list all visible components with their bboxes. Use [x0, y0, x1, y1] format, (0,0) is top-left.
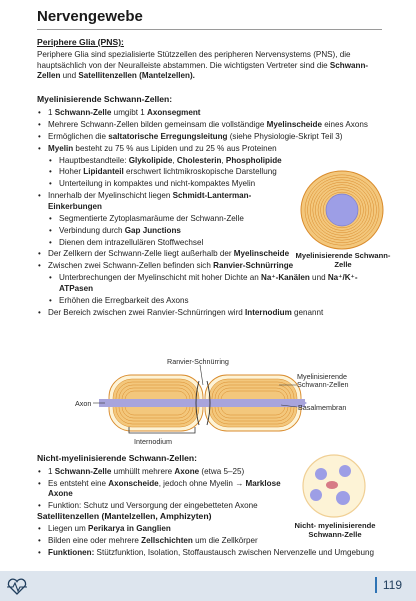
bullet-item — [37, 536, 382, 547]
bullet-item — [37, 191, 302, 212]
sub-bullet-item — [48, 156, 302, 167]
sub-bullet-item — [48, 167, 302, 178]
emphasis-text: Schwann-Zelle — [54, 467, 112, 476]
myelinated-cell-figure — [299, 170, 385, 252]
body-text: eines Axons — [322, 119, 368, 129]
body-text: Der Bereich zwischen zwei Ranvier-Schnürringen wird — [48, 307, 246, 317]
nonmyel-figure-caption: Nicht- myelinisierende Schwann-Zelle — [294, 521, 376, 540]
body-text: und — [309, 273, 328, 283]
body-text: 1 — [48, 108, 55, 117]
emphasis-text: Schwann-Zellen — [37, 60, 369, 81]
sub-bullet-item — [48, 273, 382, 294]
emphasis-text: Phospholipide — [225, 155, 282, 165]
bullet-item — [37, 308, 382, 319]
body-text: Hauptbestandteile: — [59, 155, 129, 165]
emphasis-text: Myelinscheide — [233, 249, 290, 259]
body-text: Erhöhen die Erregbarkeit des Axons — [59, 295, 189, 305]
body-text: , — [172, 155, 177, 165]
nonmyel-list — [37, 467, 287, 513]
emphasis-text: Axonsegment — [146, 108, 201, 117]
bullet-item — [37, 132, 382, 143]
embedded-axon — [336, 491, 350, 505]
embedded-axon — [315, 468, 327, 480]
body-text: Periphere Glia sind spezialisierte Stützzellen des peripheren Nervensystems (PNS), die hauptsächlich von der Neuralleiste abstammen. Die wichtigsten Vertreter sind die — [37, 50, 351, 70]
body-text: 1 — [48, 467, 55, 476]
embedded-axon — [310, 489, 322, 501]
body-text: erschwert lichtmikroskopische Darstellung — [123, 167, 277, 177]
bullet-item — [37, 467, 287, 478]
sub-bullet-item — [48, 296, 382, 307]
emphasis-text: Gap Junctions — [124, 225, 181, 235]
satellite-list — [37, 524, 382, 560]
label-internodium: Internodium — [134, 437, 172, 446]
heading-nicht-myelinisierende: Nicht-myelinisierende Schwann-Zellen: — [37, 453, 197, 463]
sub-bullet-item — [48, 238, 302, 249]
title-divider — [37, 29, 382, 30]
body-text: Ermöglichen die — [48, 131, 109, 141]
sub-bullet-item — [48, 214, 302, 225]
emphasis-text: → Marklose Axone — [48, 478, 281, 499]
body-text: Der Zellkern der Schwann-Zelle liegt außerhalb der — [48, 249, 234, 259]
emphasis-text: Internodium — [245, 307, 292, 317]
bullet-item — [37, 548, 382, 559]
emphasis-text: Myelin — [48, 143, 74, 153]
label-axon: Axon — [75, 399, 92, 408]
axon-band — [99, 399, 305, 407]
emphasis-text: Zellschichten — [141, 535, 193, 545]
periphere-intro — [37, 50, 382, 82]
heading-satellitenzellen: Satellitenzellen (Mantelzellen, Amphizyten) — [37, 511, 212, 521]
heading-periphere-glia: Periphere Glia (PNS): — [37, 37, 124, 47]
embedded-axon — [339, 465, 351, 477]
heart-pulse-icon — [6, 578, 28, 596]
body-text: Liegen um — [48, 524, 89, 533]
emphasis-text: Satellitenzellen (Mantelzellen). — [78, 71, 195, 81]
emphasis-text: Na⁺/K⁺-ATPasen — [59, 273, 358, 293]
body-text: Unterteilung in kompaktes und nicht-kompaktes Myelin — [59, 179, 256, 189]
body-text: Es entsteht eine — [48, 478, 109, 488]
nonmyelinated-cell-figure — [297, 452, 371, 520]
page-footer — [0, 571, 416, 601]
emphasis-text: Schwann-Zelle — [54, 108, 112, 117]
page-number: 119 — [375, 577, 402, 593]
emphasis-text: Na⁺-Kanälen — [261, 273, 310, 283]
body-text: und — [60, 71, 79, 81]
body-text: Hoher — [59, 167, 84, 177]
body-text: Verbindung durch — [59, 225, 125, 235]
emphasis-text: Lipidanteil — [83, 167, 124, 177]
emphasis-text: Axonscheide — [108, 478, 159, 488]
body-text: Segmentierte Zytoplasmaräume der Schwann-Zelle — [59, 213, 244, 223]
ranvier-node-figure — [75, 355, 385, 447]
emphasis-text: Schmidt-Lanterman-Einkerbungen — [48, 191, 252, 211]
emphasis-text: Perikarya in Ganglien — [88, 524, 171, 533]
heading-myelinisierende: Myelinisierende Schwann-Zellen: — [37, 94, 173, 104]
label-myel-2: Schwann-Zellen — [297, 380, 349, 389]
body-text: Funktion: Schutz und Versorgung der eingebetteten Axone — [48, 501, 258, 511]
body-text: umhüllt mehrere — [111, 467, 175, 476]
sub-bullet-item — [48, 226, 302, 237]
bullet-item — [37, 144, 382, 155]
label-myel-1: Myelinisierende — [297, 372, 347, 381]
bullet-item — [37, 108, 382, 119]
emphasis-text: Glykolipide — [128, 155, 173, 165]
body-text: , jedoch ohne Myelin — [158, 478, 236, 488]
body-text: besteht zu 75 % aus Lipiden und zu 25 % aus Proteinen — [73, 143, 277, 153]
body-text: , — [221, 155, 226, 165]
emphasis-text: Ranvier-Schnürringe — [213, 261, 294, 271]
emphasis-text: saltatorische Erregungsleitung — [108, 131, 228, 141]
body-text: umgibt 1 — [111, 108, 147, 117]
body-text: Mehrere Schwann-Zellen bilden gemeinsam die vollständige — [48, 119, 267, 129]
body-text: Zwischen zwei Schwann-Zellen befinden sich — [48, 261, 214, 271]
body-text: um die Zellkörper — [192, 535, 258, 545]
bullet-item — [37, 524, 382, 535]
myel-figure-caption: Myelinisierende Schwann-Zelle — [295, 251, 391, 270]
axon-cross-section — [326, 194, 358, 226]
body-text: genannt — [291, 307, 324, 317]
bullet-item — [37, 249, 302, 260]
emphasis-text: Axone — [174, 467, 200, 476]
body-text: Innerhalb der Myelinschicht liegen — [48, 191, 173, 201]
bullet-item — [37, 479, 287, 500]
schwann-nucleus — [326, 481, 338, 489]
body-text: (etwa 5–25) — [199, 467, 245, 476]
body-text: Bilden eine oder mehrere — [48, 535, 142, 545]
emphasis-text: Myelinscheide — [266, 119, 322, 129]
label-ranvier: Ranvier-Schnürring — [167, 357, 229, 366]
emphasis-text: Funktionen: — [48, 547, 95, 557]
body-text: Unterbrechungen der Myelinschicht mit hoher Dichte an — [59, 273, 261, 283]
emphasis-text: Cholesterin — [176, 155, 222, 165]
sub-bullet-item — [48, 179, 302, 190]
body-text: Stützfunktion, Isolation, Stoffaustausch zwischen Nervenzelle und Umgebung — [94, 547, 375, 557]
label-basalmembran: Basalmembran — [298, 403, 347, 412]
page-title: Nervengewebe — [37, 8, 143, 25]
body-text: Dienen dem intrazellulären Stoffwechsel — [59, 237, 204, 247]
bullet-item — [37, 120, 382, 131]
body-text: (siehe Physiologie-Skript Teil 3) — [227, 131, 343, 141]
